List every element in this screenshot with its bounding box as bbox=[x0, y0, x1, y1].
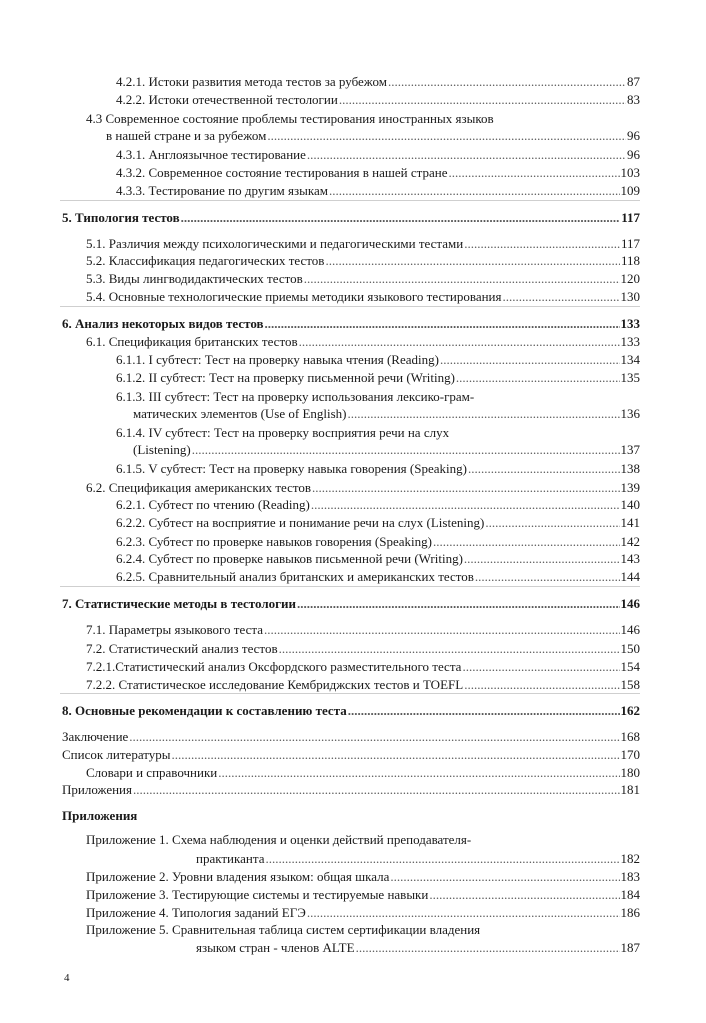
toc-entry bbox=[86, 869, 640, 884]
toc-entry bbox=[116, 389, 474, 404]
toc-entry bbox=[106, 128, 640, 143]
dot-leader bbox=[339, 92, 626, 107]
toc-entry bbox=[116, 183, 640, 198]
toc-entry-title: 4.3.1. Англоязычное тестирование bbox=[116, 147, 306, 162]
toc-chapter-entry bbox=[62, 210, 640, 225]
toc-page-number: 83 bbox=[627, 92, 640, 107]
toc-entry-title: Приложения bbox=[62, 782, 132, 797]
toc-entry-title: Словари и справочники bbox=[86, 765, 218, 780]
dot-leader bbox=[485, 515, 619, 530]
dot-leader bbox=[464, 236, 620, 251]
dot-leader bbox=[429, 887, 619, 902]
toc-page-number: 118 bbox=[620, 253, 640, 268]
chapter-divider bbox=[60, 200, 640, 201]
toc-entry-title: 4.3.3. Тестирование по другим языкам bbox=[116, 183, 328, 198]
toc-entry-title: Приложение 4. Типология заданий ЕГЭ bbox=[86, 905, 306, 920]
dot-leader bbox=[475, 569, 620, 584]
toc-entry-title: 6.1.5. V субтест: Тест на проверку навыка говорения (Speaking) bbox=[116, 461, 467, 476]
toc-page-number: 137 bbox=[620, 442, 640, 457]
toc-entry-title: Приложение 5. Сравнительная таблица систем сертификации владения bbox=[86, 922, 481, 937]
toc-entry-title: (Listening) bbox=[133, 442, 191, 457]
dot-leader bbox=[448, 165, 619, 180]
toc-page-number: 109 bbox=[620, 183, 640, 198]
toc-entry-title: 8. Основные рекомендации к составлению теста bbox=[62, 703, 347, 718]
dot-leader bbox=[181, 210, 621, 225]
toc-entry-title: 7.2.1.Статистический анализ Оксфордского разместительного теста bbox=[86, 659, 462, 674]
dot-leader bbox=[390, 869, 619, 884]
toc-entry-title: 5.4. Основные технологические приемы методики языкового тестирования bbox=[86, 289, 502, 304]
toc-entry-title: 7.2. Статистический анализ тестов bbox=[86, 641, 278, 656]
dot-leader bbox=[133, 782, 620, 797]
dot-leader bbox=[192, 442, 620, 457]
dot-leader bbox=[307, 905, 620, 920]
toc-entry-title: 6.2.1. Субтест по чтению (Reading) bbox=[116, 497, 310, 512]
toc-chapter-entry bbox=[62, 808, 137, 823]
toc-entry bbox=[86, 887, 640, 902]
toc-entry bbox=[86, 480, 640, 495]
dot-leader bbox=[279, 641, 620, 656]
dot-leader bbox=[267, 128, 626, 143]
toc-page-number: 158 bbox=[620, 677, 640, 692]
chapter-divider bbox=[60, 306, 640, 307]
toc-page-number: 135 bbox=[620, 370, 640, 385]
toc-chapter-entry bbox=[62, 596, 640, 611]
toc-entry bbox=[196, 940, 640, 955]
dot-leader bbox=[468, 461, 620, 476]
dot-leader bbox=[348, 406, 620, 421]
dot-leader bbox=[388, 74, 626, 89]
toc-entry bbox=[116, 551, 640, 566]
toc-entry-title: 4.2.1. Истоки развития метода тестов за рубежом bbox=[116, 74, 387, 89]
toc-page-number: 138 bbox=[620, 461, 640, 476]
dot-leader bbox=[462, 659, 619, 674]
toc-entry bbox=[116, 425, 449, 440]
toc-entry-title: 5.3. Виды лингводидактических тестов bbox=[86, 271, 303, 286]
toc-entry-title: 5.1. Различия между психологическими и педагогическими тестами bbox=[86, 236, 464, 251]
toc-entry-title: 6.2.4. Субтест по проверке навыков письменной речи (Writing) bbox=[116, 551, 463, 566]
dot-leader bbox=[503, 289, 620, 304]
toc-page-number: 186 bbox=[620, 905, 640, 920]
chapter-divider bbox=[60, 693, 640, 694]
toc-entry bbox=[86, 289, 640, 304]
toc-entry bbox=[116, 497, 640, 512]
toc-page-number: 143 bbox=[620, 551, 640, 566]
toc-entry-title: 6.2. Спецификация американских тестов bbox=[86, 480, 312, 495]
toc-entry-title: в нашей стране и за рубежом bbox=[106, 128, 267, 143]
toc-entry bbox=[116, 370, 640, 385]
toc-entry bbox=[116, 569, 640, 584]
toc-page-number: 182 bbox=[620, 851, 640, 866]
toc-page-number: 117 bbox=[620, 236, 640, 251]
toc-entry-title: Заключение bbox=[62, 729, 129, 744]
dot-leader bbox=[312, 480, 619, 495]
toc-page-number: 170 bbox=[620, 747, 640, 762]
dot-leader bbox=[464, 677, 619, 692]
toc-entry bbox=[86, 111, 494, 126]
toc-entry-title: 6.2.2. Субтест на восприятие и понимание речи на слух (Listening) bbox=[116, 515, 485, 530]
dot-leader bbox=[440, 352, 620, 367]
toc-page-number: 150 bbox=[620, 641, 640, 656]
dot-leader bbox=[299, 334, 620, 349]
dot-leader bbox=[356, 940, 620, 955]
toc-entry bbox=[62, 729, 640, 744]
toc-entry bbox=[116, 461, 640, 476]
dot-leader bbox=[297, 596, 620, 611]
dot-leader bbox=[172, 747, 620, 762]
toc-page-number: 180 bbox=[620, 765, 640, 780]
page-number: 4 bbox=[64, 972, 70, 984]
toc-entry bbox=[116, 515, 640, 530]
toc-entry-title: 7.1. Параметры языкового теста bbox=[86, 622, 263, 637]
dot-leader bbox=[348, 703, 620, 718]
toc-page-number: 120 bbox=[620, 271, 640, 286]
toc-entry-title: 7. Статистические методы в тестологии bbox=[62, 596, 296, 611]
toc-entry-title: 6.1. Спецификация британских тестов bbox=[86, 334, 298, 349]
toc-entry bbox=[133, 406, 640, 421]
toc-page-number: 96 bbox=[627, 128, 640, 143]
toc-entry-title: 6.2.5. Сравнительный анализ британских и американских тестов bbox=[116, 569, 474, 584]
toc-entry-title: Приложение 1. Схема наблюдения и оценки действий преподавателя- bbox=[86, 832, 472, 847]
toc-entry bbox=[86, 677, 640, 692]
toc-entry bbox=[86, 765, 640, 780]
toc-page-number: 140 bbox=[620, 497, 640, 512]
toc-entry bbox=[116, 165, 640, 180]
dot-leader bbox=[265, 316, 620, 331]
toc-page-number: 146 bbox=[620, 622, 640, 637]
toc-entry bbox=[116, 534, 640, 549]
toc-entry bbox=[62, 782, 640, 797]
dot-leader bbox=[129, 729, 619, 744]
toc-entry-title: 4.3.2. Современное состояние тестирования в нашей стране bbox=[116, 165, 448, 180]
toc-entry-title: 5.2. Классификация педагогических тестов bbox=[86, 253, 325, 268]
toc-page-number: 168 bbox=[620, 729, 640, 744]
dot-leader bbox=[464, 551, 620, 566]
toc-page-number: 162 bbox=[620, 703, 640, 718]
toc-entry bbox=[116, 352, 640, 367]
toc-page-number: 96 bbox=[627, 147, 640, 162]
toc-page-number: 139 bbox=[620, 480, 640, 495]
dot-leader bbox=[307, 147, 626, 162]
toc-entry bbox=[86, 922, 480, 937]
toc-entry-title: 4.3 Современное состояние проблемы тестирования иностранных языков bbox=[86, 111, 494, 126]
toc-chapter-entry bbox=[62, 703, 640, 718]
dot-leader bbox=[329, 183, 620, 198]
toc-entry-title: Приложения bbox=[62, 808, 138, 823]
toc-entry bbox=[86, 271, 640, 286]
dot-leader bbox=[304, 271, 620, 286]
toc-entry-title: 6.2.3. Субтест по проверке навыков говорения (Speaking) bbox=[116, 534, 432, 549]
toc-page-number: 117 bbox=[621, 210, 640, 225]
toc-entry-title: 6.1.4. IV субтест: Тест на проверку восприятия речи на слух bbox=[116, 425, 450, 440]
toc-entry-title: матических элементов (Use of English) bbox=[133, 406, 347, 421]
toc-entry bbox=[116, 147, 640, 162]
toc-entry bbox=[86, 641, 640, 656]
dot-leader bbox=[433, 534, 620, 549]
toc-entry bbox=[62, 747, 640, 762]
toc-page-number: 184 bbox=[620, 887, 640, 902]
toc-entry-title: практиканта bbox=[196, 851, 265, 866]
toc-page-number: 144 bbox=[620, 569, 640, 584]
dot-leader bbox=[456, 370, 620, 385]
toc-entry bbox=[86, 334, 640, 349]
toc-entry-title: Список литературы bbox=[62, 747, 171, 762]
dot-leader bbox=[325, 253, 620, 268]
toc-entry-title: Приложение 3. Тестирующие системы и тестируемые навыки bbox=[86, 887, 429, 902]
toc-entry-title: языком стран - членов ALTE bbox=[196, 940, 355, 955]
toc-entry bbox=[86, 659, 640, 674]
toc-entry bbox=[86, 905, 640, 920]
toc-entry bbox=[196, 851, 640, 866]
toc-page-number: 181 bbox=[620, 782, 640, 797]
toc-entry bbox=[86, 832, 471, 847]
toc-page-number: 103 bbox=[620, 165, 640, 180]
toc-entry bbox=[116, 74, 640, 89]
toc-entry-title: 6.1.1. I субтест: Тест на проверку навыка чтения (Reading) bbox=[116, 352, 439, 367]
toc-entry-title: 6. Анализ некоторых видов тестов bbox=[62, 316, 264, 331]
toc-page-number: 154 bbox=[620, 659, 640, 674]
toc-entry-title: Приложение 2. Уровни владения языком: общая шкала bbox=[86, 869, 390, 884]
dot-leader bbox=[311, 497, 620, 512]
toc-page-number: 187 bbox=[620, 940, 640, 955]
toc-page-number: 134 bbox=[620, 352, 640, 367]
toc-entry bbox=[133, 442, 640, 457]
toc-page-number: 141 bbox=[620, 515, 640, 530]
toc-page-number: 183 bbox=[620, 869, 640, 884]
toc-entry-title: 5. Типология тестов bbox=[62, 210, 180, 225]
toc-entry-title: 4.2.2. Истоки отечественной тестологии bbox=[116, 92, 338, 107]
toc-page-number: 133 bbox=[620, 334, 640, 349]
toc-entry-title: 6.1.3. III субтест: Тест на проверку использования лексико-грам- bbox=[116, 389, 475, 404]
dot-leader bbox=[265, 851, 619, 866]
toc-page-number: 146 bbox=[620, 596, 640, 611]
dot-leader bbox=[218, 765, 619, 780]
chapter-divider bbox=[60, 586, 640, 587]
toc-entry-title: 7.2.2. Статистическое исследование Кембриджских тестов и TOEFL bbox=[86, 677, 464, 692]
toc-page-number: 136 bbox=[620, 406, 640, 421]
toc-page-number: 133 bbox=[620, 316, 640, 331]
toc-page-number: 87 bbox=[627, 74, 640, 89]
toc-page-number: 142 bbox=[620, 534, 640, 549]
toc-entry-title: 6.1.2. II субтест: Тест на проверку письменной речи (Writing) bbox=[116, 370, 455, 385]
toc-entry bbox=[116, 92, 640, 107]
toc-chapter-entry bbox=[62, 316, 640, 331]
dot-leader bbox=[264, 622, 620, 637]
toc-page-number: 130 bbox=[620, 289, 640, 304]
toc-entry bbox=[86, 236, 640, 251]
toc-entry bbox=[86, 253, 640, 268]
toc-entry bbox=[86, 622, 640, 637]
